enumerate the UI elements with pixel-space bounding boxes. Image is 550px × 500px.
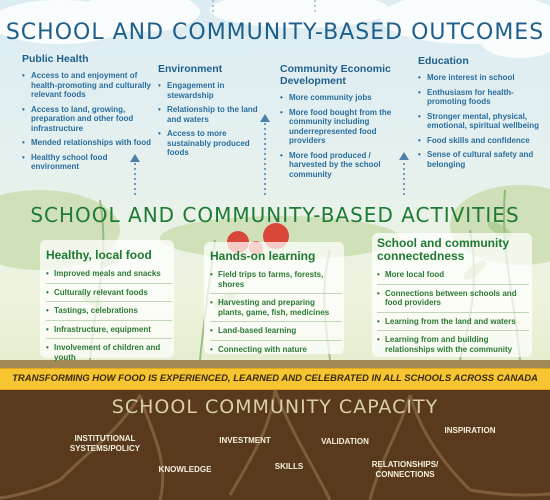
outcome-column-education: [418, 55, 542, 174]
activities-title: SCHOOL AND COMMUNITY-BASED ACTIVITIES: [30, 203, 520, 227]
outcome-column-public-health: [22, 53, 154, 177]
capacity-label-relationships-connections: RELATIONSHIPS/ CONNECTIONS: [371, 460, 439, 479]
outcome-column-community-economic-development: [280, 63, 408, 184]
activity-item: • More local food: [377, 270, 529, 285]
activity-item: • Connecting with nature: [210, 345, 342, 359]
outcome-item: • Sense of cultural safety and belonging: [418, 150, 542, 169]
outcome-item: • Relationship to the land and waters: [158, 105, 270, 124]
capacity-label-skills: SKILLS: [274, 462, 304, 471]
outcome-heading: Education: [418, 55, 469, 67]
capacity-label-institutional-systems-policy: INSTITUTIONAL SYSTEMS/POLICY: [69, 434, 141, 453]
outcomes-title: SCHOOL AND COMMUNITY-BASED OUTCOMES: [5, 20, 545, 45]
activity-item: • Infrastructure, equipment: [46, 325, 172, 340]
capacity-label-inspiration: INSPIRATION: [444, 426, 496, 435]
outcome-item: • Food skills and confidence: [418, 136, 542, 146]
activity-item: • Harvesting and preparing plants, game, fish, medicines: [210, 298, 342, 322]
activity-heading: Hands-on learning: [210, 249, 316, 263]
activity-column-school-community-connectedness: [377, 237, 529, 362]
capacity-label-knowledge: KNOWLEDGE: [158, 465, 212, 474]
vision-banner-text: TRANSFORMING HOW FOOD IS EXPERIENCED, LEARNED AND CELEBRATED IN ALL SCHOOLS ACROSS CANADA: [12, 373, 538, 384]
activity-heading: School and community connectedness: [377, 236, 510, 263]
vision-banner: [0, 368, 550, 390]
capacity-label-investment: INVESTMENT: [219, 436, 271, 445]
outcome-heading: Community Economic Development: [280, 63, 391, 87]
outcome-item: • More interest in school: [418, 73, 542, 83]
activity-item: • Improved meals and snacks: [46, 269, 172, 284]
outcome-item: • More food produced / harvested by the school community: [280, 151, 408, 180]
outcome-item: • Mended relationships with food: [22, 138, 154, 148]
capacity-title: SCHOOL COMMUNITY CAPACITY: [111, 396, 439, 418]
capacity-label-validation: VALIDATION: [321, 437, 369, 446]
activity-item: • Culturally relevant foods: [46, 288, 172, 303]
outcome-heading: Environment: [158, 63, 223, 75]
outcome-item: • Stronger mental, physical, emotional, spiritual wellbeing: [418, 112, 542, 131]
outcome-item: • More food bought from the community including underrepresented food providers: [280, 108, 408, 146]
activity-item: • Involvement of children and youth: [46, 343, 172, 366]
outcome-heading: Public Health: [22, 53, 89, 65]
outcome-item: • Enthusiasm for health-promoting foods: [418, 88, 542, 107]
outcome-item: • More community jobs: [280, 93, 408, 103]
outcome-column-environment: [158, 63, 270, 163]
outcome-item: • Engagement in stewardship: [158, 81, 270, 100]
outcome-item: • Access to and enjoyment of health-promoting and culturally relevant foods: [22, 71, 154, 100]
activity-heading: Healthy, local food: [46, 248, 152, 262]
activity-item: • Learning from and building relationships with the community: [377, 335, 529, 358]
activity-item: • Field trips to farms, forests, shores: [210, 270, 342, 294]
activity-item: • Land-based learning: [210, 326, 342, 341]
activity-item: • Tastings, celebrations: [46, 306, 172, 321]
outcome-item: • Healthy school food environment: [22, 153, 154, 172]
activity-column-hands-on-learning: [210, 250, 342, 362]
activity-item: • Connections between schools and food providers: [377, 289, 529, 313]
outcome-item: • Access to more sustainably produced foods: [158, 129, 270, 158]
outcome-item: • Access to land, growing, preparation and other food infrastructure: [22, 105, 154, 134]
activity-item: • Learning from the land and waters: [377, 317, 529, 332]
activity-column-healthy-local-food: [46, 249, 172, 370]
